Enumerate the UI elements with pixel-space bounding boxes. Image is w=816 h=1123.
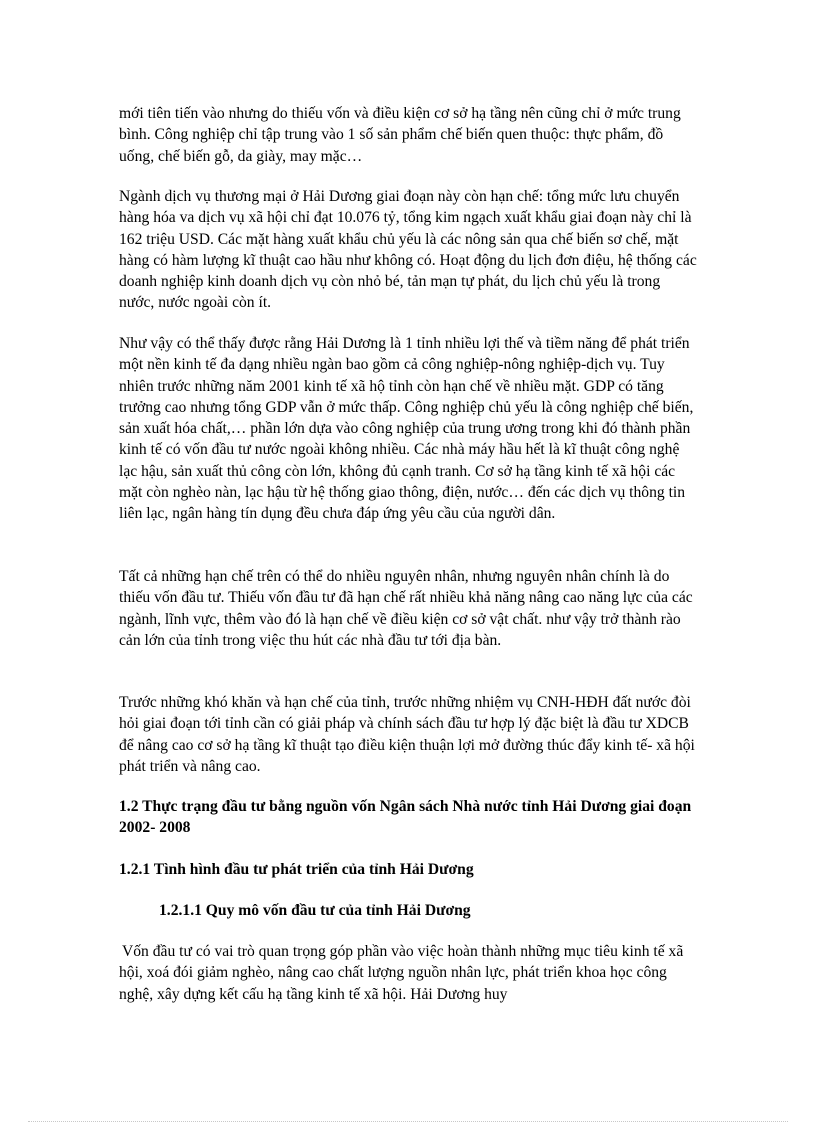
page-bottom-divider	[28, 1121, 788, 1122]
paragraph-capital-shortage: Tất cả những hạn chế trên có thể do nhiều nguyên nhân, nhưng nguyên nhân chính là do thiếu vốn đầu tư. Thiếu vốn đầu tư đã hạn chế rất nhiều khả năng nâng cao năng lực của các ngành, lĩnh vực, thêm vào đó là hạn chế về điều kiện cơ sở vật chất. như vậy trở thành rào cản lớn của tỉnh trong việc thu hút các nhà đầu tư tới địa bàn.	[119, 568, 693, 649]
paragraph-capital-role: Vốn đầu tư có vai trò quan trọng góp phần vào việc hoàn thành những mục tiêu kinh tế xã hội, xoá đói giảm nghèo, nâng cao chất lượng nguồn nhân lực, phát triển khoa học công nghệ, xây dựng kết cấu hạ tầng kinh tế xã hội. Hải Dương huy	[119, 943, 684, 1003]
paragraph-advantages-limitations: Như vậy có thể thấy được rằng Hải Dương là 1 tỉnh nhiều lợi thế và tiềm năng để phát triển một nền kinh tế đa dạng nhiều ngàn bao gồm cả công nghiệp-nông nghiệp-dịch vụ. Tuy nhiên trước những năm 2001 kinh tế xã hộ tỉnh còn hạn chế về nhiều mặt. GDP có tăng trưởng cao nhưng tổng GDP vẫn ở mức thấp. Công nghiệp chủ yếu là công nghiệp chế biến, sản xuất hóa chất,… phần lớn dựa vào công nghiệp của trung ương trong khi đó thành phần kinh tế có vốn đầu tư nước ngoài không nhiều. Các nhà máy hầu hết là kĩ thuật công nghệ lạc hậu, sản xuất thủ công còn lớn, không đủ cạnh tranh. Cơ sở hạ tầng kinh tế xã hội các mặt còn nghèo nàn, lạc hậu từ hệ thống giao thông, điện, nước… đến các dịch vụ thông tin liên lạc, ngân hàng tín dụng đều chưa đáp ứng yêu cầu của người dân.	[119, 335, 694, 523]
paragraph-industry-summary: mới tiên tiến vào nhưng do thiếu vốn và điều kiện cơ sở hạ tầng nên cũng chỉ ở mức trung bình. Công nghiệp chỉ tập trung vào 1 số sản phẩm chế biến quen thuộc: thực phẩm, đồ uống, chế biến gỗ, da giày, may mặc…	[119, 105, 681, 165]
paragraph-investment-need: Trước những khó khăn và hạn chế của tỉnh, trước những nhiệm vụ CNH-HĐH đất nước đòi hỏi giai đoạn tới tỉnh cần có giải pháp và chính sách đầu tư hợp lý đặc biệt là đầu tư XDCB để nâng cao cơ sở hạ tầng kĩ thuật tạo điều kiện thuận lợi mở đường thúc đẩy kinh tế- xã hội phát triển và nâng cao.	[119, 694, 695, 775]
section-heading-1-2-1: 1.2.1 Tình hình đầu tư phát triển của tỉnh Hải Dương	[119, 861, 474, 878]
paragraph-trade-services: Ngành dịch vụ thương mại ở Hải Dương giai đoạn này còn hạn chế: tổng mức lưu chuyển hàng hóa va dịch vụ xã hội chỉ đạt 10.076 tỷ, tổng kim ngạch xuất khẩu giai đoạn này chỉ là 162 triệu USD. Các mặt hàng xuất khẩu chủ yếu là các nông sản qua chế biến sơ chế, mặt hàng có hàm lượng kĩ thuật cao hầu như không có. Hoạt động du lịch đơn điệu, hệ thống các doanh nghiệp kinh doanh dịch vụ còn nhỏ bé, tản mạn tự phát, du lịch chủ yếu là trong nước, nước ngoài còn ít.	[119, 188, 697, 312]
section-heading-1-2-1-1: 1.2.1.1 Quy mô vốn đầu tư của tỉnh Hải Dương	[159, 902, 471, 919]
section-heading-1-2: 1.2 Thực trạng đầu tư bằng nguồn vốn Ngân sách Nhà nước tỉnh Hải Dương giai đoạn 2002- 2008	[119, 798, 692, 837]
